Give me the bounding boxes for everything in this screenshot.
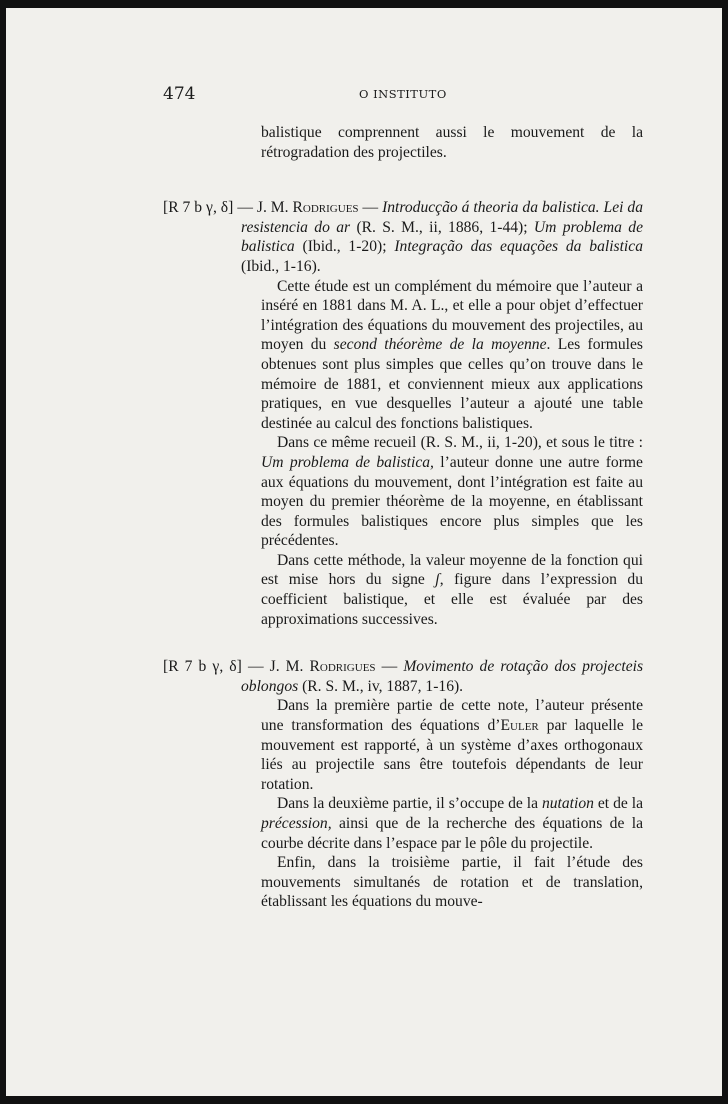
text-column	[163, 123, 643, 912]
continued-paragraph: balistique comprennent aussi le mouvement de la rétrogradation des projectiles.	[261, 124, 643, 161]
entry-source: (R. S. M., ii, 1886, 1-44);	[350, 218, 534, 236]
classification-code: [R 7 b γ, δ]	[163, 658, 242, 676]
page-number: 474	[163, 84, 196, 104]
classification-code: [R 7 b γ, δ]	[163, 199, 234, 217]
review-paragraph: Enfin, dans la troisième partie, il fait l’étude des mouvements simultanés de rotation et de translation, établissant les équations du mouve-	[261, 854, 643, 911]
book-page	[6, 8, 722, 1096]
entry-source: (R. S. M., iv, 1887, 1-16).	[298, 677, 464, 695]
entry-title: Integração das equações da balistica	[394, 238, 643, 256]
entry-source: (Ibid., 1-16).	[241, 257, 321, 275]
review-paragraph: Dans ce même recueil (R. S. M., ii, 1-20), et sous le titre : Um problema de balistica, l’auteur donne une autre forme aux équations du mouvement, dont l’intégration est faite au moyen du premier théorème de la moyenne, en établissant des formules balistiques encore plus simples que les précédentes.	[261, 434, 643, 550]
review-paragraph: Dans la première partie de cette note, l’auteur présente une transformation des équations d’Euler par laquelle le mouvement est rapporté, à un système d’axes orthogonaux liés au projectile sans être toutefois dépendants de leur rotation.	[261, 697, 643, 793]
entry-author: J. M. Rodrigues	[256, 199, 359, 217]
review-paragraph: Dans la deuxième partie, il s’occupe de la nutation et de la précession, ainsi que de la recherche des équations de la courbe décrite dans l’espace par le pôle du projectile.	[261, 795, 644, 852]
entry-heading-2: [R 7 b γ, δ] — J. M. Rodrigues — Movimento de rotação dos projecteis oblongos (R. S. M., iv, 1887, 1-16).	[163, 658, 644, 695]
page-header	[163, 84, 645, 108]
entry-title: Movimento de rotação dos projecteis oblongos	[241, 658, 644, 695]
entry-title: Introducção á theoria da balistica. Lei da resistencia do ar	[241, 199, 644, 236]
review-paragraph: Dans cette méthode, la valeur moyenne de la fonction qui est mise hors du signe ʃ, figure dans l’expression du coefficient balistique, et elle est évaluée par des approximations successives.	[261, 551, 643, 628]
running-title: O INSTITUTO	[359, 87, 447, 101]
integral-sign: ʃ	[435, 571, 440, 589]
entry-heading-1: [R 7 b γ, δ] — J. M. Rodrigues — Introducção á theoria da balistica. Lei da resistencia do ar (R. S. M., ii, 1886, 1-44); Um problema de balistica (Ibid., 1-20); Integração das equações da balistica (Ibid., 1-16).	[163, 199, 644, 275]
review-paragraph: Cette étude est un complément du mémoire que l’auteur a inséré en 1881 dans M. A. L., et elle a pour objet d’effectuer l’intégration des équations du mouvement des projectiles, au moyen du second théorème de la moyenne. Les formules obtenues sont plus simples que celles qu’on trouve dans le mémoire de 1881, et conviennent mieux aux applications pratiques, en vue desquelles l’auteur a ajouté une table destinée au calcul des fonctions balistiques.	[261, 277, 643, 432]
entry-source: (Ibid., 1-20);	[294, 238, 395, 256]
entry-author: J. M. Rodrigues	[269, 658, 376, 676]
entry-title: Um problema de balistica	[241, 218, 643, 256]
